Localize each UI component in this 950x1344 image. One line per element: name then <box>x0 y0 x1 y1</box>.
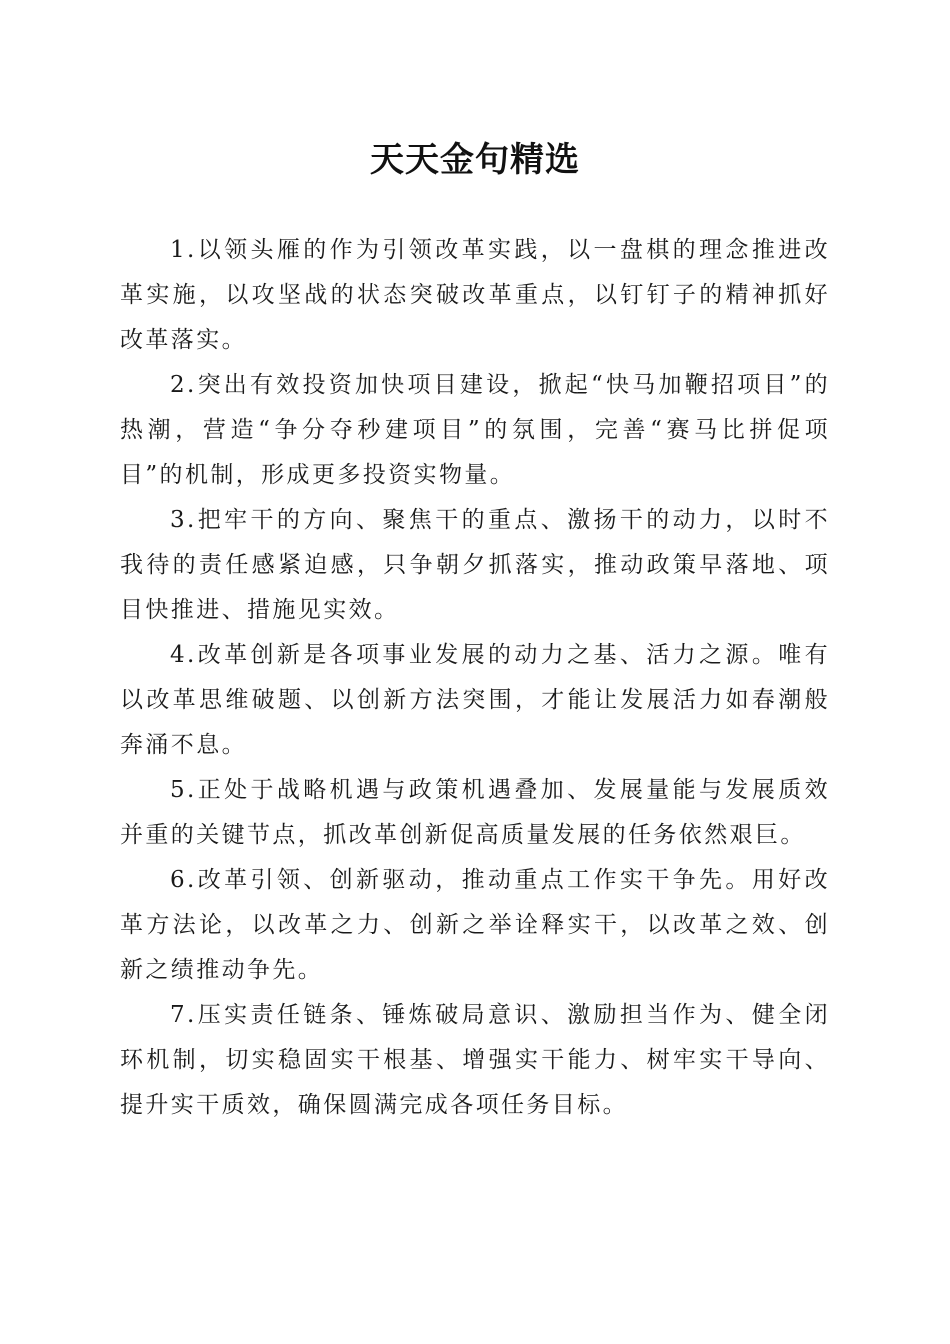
paragraph-4: 4.改革创新是各项事业发展的动力之基、活力之源。唯有以改革思维破题、以创新方法突围，才能让发展活力如春潮般奔涌不息。 <box>120 642 830 758</box>
paragraph-1: 1.以领头雁的作为引领改革实践，以一盘棋的理念推进改革实施，以攻坚战的状态突破改革重点，以钉钉子的精神抓好改革落实。 <box>120 237 830 353</box>
document-title: 天天金句精选 <box>370 140 580 180</box>
document-body <box>120 228 830 1128</box>
paragraph-7: 7.压实责任链条、锤炼破局意识、激励担当作为、健全闭环机制，切实稳固实干根基、增强实干能力、树牢实干导向、提升实干质效，确保圆满完成各项任务目标。 <box>120 1002 830 1118</box>
paragraph-2: 2.突出有效投资加快项目建设，掀起“快马加鞭招项目”的热潮，营造“争分夺秒建项目”的氛围，完善“赛马比拼促项目”的机制，形成更多投资实物量。 <box>120 372 830 488</box>
paragraph-3: 3.把牢干的方向、聚焦干的重点、激扬干的动力，以时不我待的责任感紧迫感，只争朝夕抓落实，推动政策早落地、项目快推进、措施见实效。 <box>120 507 830 623</box>
paragraph-6: 6.改革引领、创新驱动，推动重点工作实干争先。用好改革方法论，以改革之力、创新之举诠释实干，以改革之效、创新之绩推动争先。 <box>120 867 830 983</box>
paragraph-5: 5.正处于战略机遇与政策机遇叠加、发展量能与发展质效并重的关键节点，抓改革创新促高质量发展的任务依然艰巨。 <box>120 777 830 848</box>
